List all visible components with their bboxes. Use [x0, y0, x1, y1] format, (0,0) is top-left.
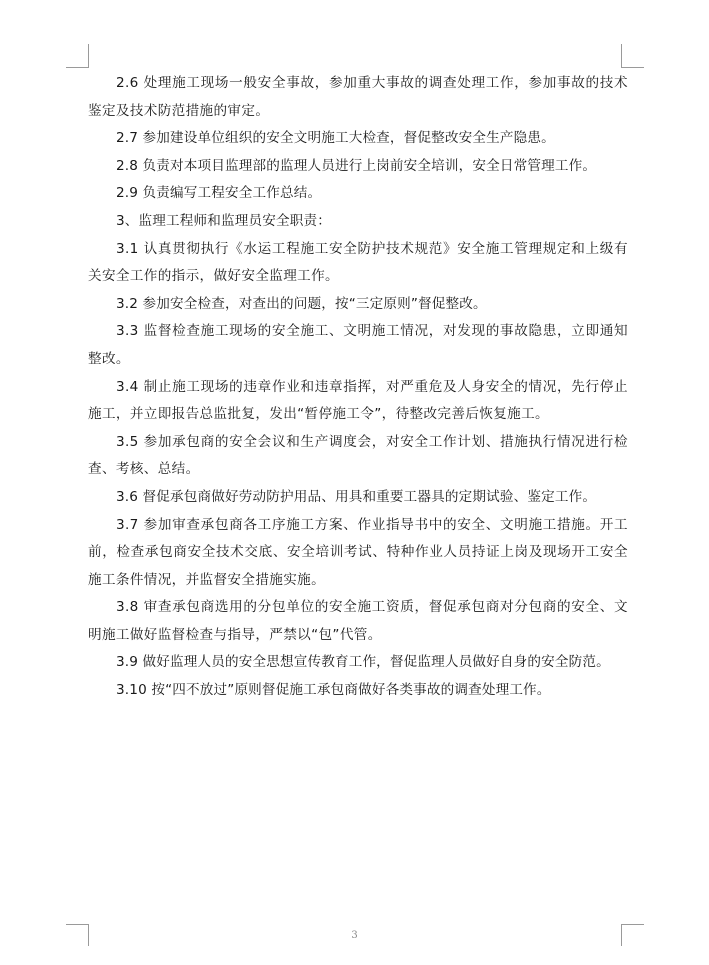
- paragraph-3-9: 3.9 做好监理人员的安全思想宣传教育工作，督促监理人员做好自身的安全防范。: [116, 654, 610, 671]
- crop-mark-top-left-horizontal: [66, 67, 89, 68]
- paragraph-3-6: 3.6 督促承包商做好劳动防护用品、用具和重要工器具的定期试验、鉴定工作。: [116, 488, 597, 505]
- paragraph-2-7: 2.7 参加建设单位组织的安全文明施工大检查，督促整改安全生产隐患。: [116, 130, 555, 147]
- paragraph-3-5: 3.5 参加承包商的安全会议和生产调度会，对安全工作计划、措施执行情况进行检查、考核、总结。: [88, 433, 628, 478]
- crop-mark-bottom-right-horizontal: [621, 924, 644, 925]
- paragraph-3-3: 3.3 监督检查施工现场的安全施工、文明施工情况，对发现的事故隐患，立即通知整改。: [88, 323, 628, 367]
- paragraph-2-9: 2.9 负责编写工程安全工作总结。: [116, 185, 322, 202]
- paragraph-3-1: 3.1 认真贯彻执行《水运工程施工安全防护技术规范》安全施工管理规定和上级有关安全工作的指示，做好安全监理工作。: [88, 240, 628, 285]
- crop-mark-top-right-vertical: [621, 44, 622, 68]
- paragraph-3-10: 3.10 按“四不放过”原则督促施工承包商做好各类事故的调查处理工作。: [116, 682, 551, 699]
- crop-mark-top-right-horizontal: [621, 67, 644, 68]
- paragraph-2-8: 2.8 负责对本项目监理部的监理人员进行上岗前安全培训，安全日常管理工作。: [116, 157, 597, 174]
- paragraph-3-2: 3.2 参加安全检查，对查出的问题，按“三定原则”督促整改。: [116, 295, 487, 312]
- paragraph-3-4: 3.4 制止施工现场的违章作业和违章指挥，对严重危及人身安全的情况，先行停止施工，并立即报告总监批复，发出“暂停施工令”，待整改完善后恢复施工。: [88, 378, 628, 423]
- crop-mark-bottom-left-horizontal: [66, 924, 89, 925]
- document-body: [88, 70, 628, 705]
- paragraph-3-7: 3.7 参加审查承包商各工序施工方案、作业指导书中的安全、文明施工措施。开工前，检查承包商安全技术交底、安全培训考试、特种作业人员持证上岗及现场开工安全施工条件情况，并监督安全措施实施。: [88, 516, 628, 588]
- page-number: 3: [351, 930, 358, 941]
- paragraph-3-8: 3.8 审查承包商选用的分包单位的安全施工资质，督促承包商对分包商的安全、文明施工做好监督检查与指导，严禁以“包”代管。: [88, 599, 628, 643]
- section-heading-3: 3、监理工程师和监理员安全职责：: [116, 212, 331, 229]
- crop-mark-top-left-vertical: [88, 44, 89, 68]
- paragraph-2-6: 2.6 处理施工现场一般安全事故，参加重大事故的调查处理工作，参加事故的技术鉴定及技术防范措施的审定。: [88, 75, 628, 119]
